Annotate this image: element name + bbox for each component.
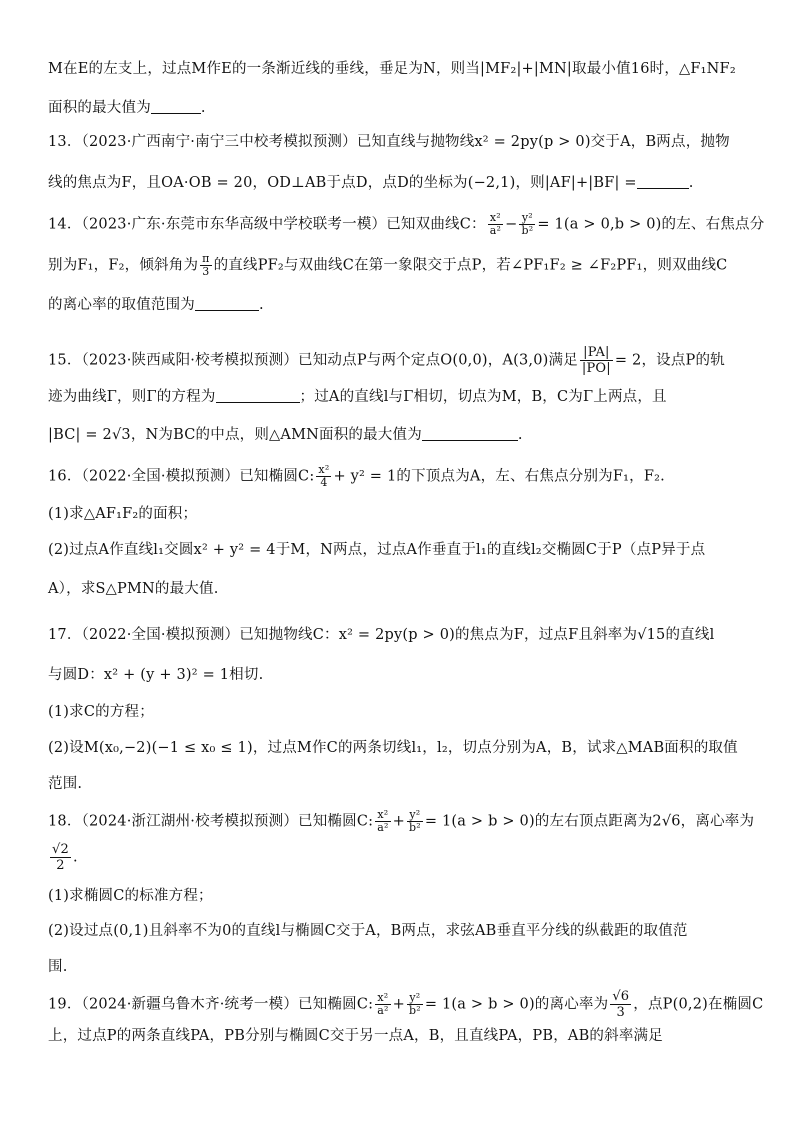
q18-source: 18．（2024·浙江湖州·校考模拟预测） bbox=[48, 813, 299, 830]
q19-text: 已知椭圆C: bbox=[298, 996, 374, 1013]
answer-blank[interactable] bbox=[637, 174, 689, 189]
fraction-y2-b2: $\frac{\text{y²}}{\text{b²}}$ bbox=[408, 808, 421, 834]
answer-blank[interactable] bbox=[151, 99, 201, 114]
q18-part-2-text: (2)设过点(0,1)且斜率不为0的直线l与椭圆C交于A，B两点，求弦AB垂直平分线的纵截距的取值范 bbox=[48, 923, 688, 939]
q17-source: 17．（2022·全国·模拟预测） bbox=[48, 627, 240, 643]
answer-blank[interactable] bbox=[216, 388, 300, 403]
q14-text: 已知双曲线C： bbox=[386, 216, 486, 233]
fraction-x2-4: $\frac{\text{x²}}{4}$ bbox=[318, 463, 330, 489]
question-18-part-1 bbox=[48, 885, 748, 907]
fraction-y2-b2: $\frac{\text{y²}}{\text{b²}}$ bbox=[521, 211, 534, 237]
q15-text-cont: = 2，设点P的轨 bbox=[614, 352, 725, 369]
fraction-pi-3: $\frac{\pi}{3}$ bbox=[202, 252, 210, 278]
q14-text-cont: = 1(a > 0,b > 0)的左、右焦点分 bbox=[537, 216, 765, 233]
question-15-line-2 bbox=[48, 386, 748, 408]
q14-text-3: 的离心率的取值范围为 bbox=[48, 297, 195, 313]
q15-text: 已知动点P与两个定点O(0,0)，A(3,0)满足 bbox=[298, 352, 578, 369]
q16-part-2-text: (2)过点A作直线l₁交圆x² + y² = 4于M，N两点，过点A作垂直于l₁的直线l₂交椭圆C于P（点P异于点 bbox=[48, 542, 706, 558]
question-17-line-1 bbox=[48, 624, 748, 646]
q15-text-2b: ；过A的直线l与Γ相切，切点为M，B，C为Γ上两点，且 bbox=[299, 389, 667, 405]
question-16-part-2-end bbox=[48, 578, 748, 600]
q18-text: 已知椭圆C: bbox=[298, 813, 374, 830]
question-19-line-2 bbox=[48, 1025, 748, 1047]
q17-part-1-text: (1)求C的方程； bbox=[48, 704, 154, 720]
q16-text-cont: + y² = 1的下顶点为A，左、右焦点分别为F₁，F₂. bbox=[333, 468, 665, 485]
fraction-x2-a2: $\frac{\text{x²}}{\text{a²}}$ bbox=[377, 991, 389, 1017]
question-18-part-2 bbox=[48, 920, 748, 942]
question-14-line-3: 的离心率的取值范围为 . bbox=[48, 297, 264, 313]
answer-blank[interactable] bbox=[422, 426, 518, 441]
answer-blank[interactable] bbox=[195, 296, 259, 311]
q19-text-cont: = 1(a > b > 0)的离心率为 bbox=[424, 996, 609, 1013]
question-17-part-1 bbox=[48, 701, 748, 723]
q12-answer-prompt: 面积的最大值为 bbox=[48, 100, 151, 116]
question-17-part-2-end bbox=[48, 773, 748, 795]
text-line-continued-12 bbox=[48, 58, 748, 80]
question-18-line-2: $\frac{√2}{2}$ . bbox=[52, 842, 78, 873]
fraction-pa-po: $\frac{|PA|}{|PO|}$ bbox=[581, 345, 611, 376]
q12-text-tail: M在E的左支上，过点M作E的一条渐近线的垂线，垂足为N，则当|MF₂|+|MN|取最小值16时，△F₁NF₂ bbox=[48, 61, 736, 77]
q19-text-2: 上，过点P的两条直线PA，PB分别与椭圆C交于另一点A，B，且直线PA，PB，AB的斜率满足 bbox=[48, 1028, 663, 1044]
question-17-part-2 bbox=[48, 737, 748, 759]
q18-part-2-text-end: 围. bbox=[48, 959, 68, 975]
q14-text-2a: 别为F₁，F₂，倾斜角为 bbox=[48, 257, 199, 274]
q19-text-cont2: ，点P(0,2)在椭圆C bbox=[633, 996, 764, 1013]
q14-source: 14．（2023·广东·东莞市东华高级中学校联考一模） bbox=[48, 216, 387, 233]
fraction-x2-a2: $\frac{\text{x²}}{\text{a²}}$ bbox=[377, 808, 389, 834]
fraction-sqrt6-3: $\frac{√6}{3}$ bbox=[612, 989, 630, 1020]
question-14-line-1: 14．（2023·广东·东莞市东华高级中学校联考一模）已知双曲线C： $\frac{\text{x²}}{\text{a²}}$ − $\frac{\text{y²}}{\text{b²}}$ = 1(a > 0,b > 0)的左、右焦点分 bbox=[48, 211, 765, 237]
q17-text: 已知抛物线C：x² = 2py(p > 0)的焦点为F，过点F且斜率为√15的直线l bbox=[239, 627, 715, 643]
question-19-line-1: 19．（2024·新疆乌鲁木齐·统考一模）已知椭圆C: $\frac{\text{x²}}{\text{a²}}$ + $\frac{\text{y²}}{\text{b²}}$ = 1(a > b > 0)的离心率为 $\frac{√6}{3}$ ，点P(0,2)在椭圆C bbox=[48, 989, 764, 1020]
question-18-line-1: 18．（2024·浙江湖州·校考模拟预测）已知椭圆C: $\frac{\text{x²}}{\text{a²}}$ + $\frac{\text{y²}}{\text{b²}}$ = 1(a > b > 0)的左右顶点距离为2√6，离心率为 bbox=[48, 808, 755, 834]
question-16-line-1 bbox=[48, 464, 748, 489]
question-17-line-2 bbox=[48, 664, 748, 686]
q13-source: 13．（2023·广西南宁·南宁三中校考模拟预测） bbox=[48, 134, 357, 150]
q15-text-2a: 迹为曲线Γ，则Γ的方程为 bbox=[48, 389, 216, 405]
question-15-line-1 bbox=[48, 345, 748, 376]
question-16-part-2 bbox=[48, 539, 748, 561]
fraction-x2-a2: $\frac{\text{x²}}{\text{a²}}$ bbox=[489, 211, 502, 237]
question-18-part-2-end bbox=[48, 956, 748, 978]
q16-source: 16．（2022·全国·模拟预测） bbox=[48, 468, 240, 485]
text-line-q12-end: 面积的最大值为 . bbox=[48, 100, 206, 116]
q15-source: 15．（2023·陕西咸阳·校考模拟预测） bbox=[48, 352, 299, 369]
q15-text-3: |BC| = 2√3，N为BC的中点，则△AMN面积的最大值为 bbox=[48, 427, 422, 443]
fraction-sqrt2-2: $\frac{√2}{2}$ bbox=[52, 842, 69, 873]
q13-text: 已知直线与抛物线x² = 2py(p > 0)交于A，B两点，抛物 bbox=[356, 134, 730, 150]
question-15-line-3: |BC| = 2√3，N为BC的中点，则△AMN面积的最大值为 . bbox=[48, 427, 523, 443]
question-16-part-1 bbox=[48, 503, 748, 525]
question-13-line-1 bbox=[48, 131, 748, 153]
question-14-line-2 bbox=[48, 253, 748, 278]
q16-text: 已知椭圆C: bbox=[239, 468, 315, 485]
q18-part-1-text: (1)求椭圆C的标准方程； bbox=[48, 888, 213, 904]
fraction-y2-b2: $\frac{\text{y²}}{\text{b²}}$ bbox=[408, 991, 421, 1017]
q17-part-2-text: (2)设M(x₀,−2)(−1 ≤ x₀ ≤ 1)，过点M作C的两条切线l₁，l₂，切点分别为A，B，试求△MAB面积的取值 bbox=[48, 740, 738, 756]
q16-part-1-text: (1)求△AF₁F₂的面积； bbox=[48, 506, 198, 522]
q16-part-2-text-end: A），求S△PMN的最大值. bbox=[48, 581, 219, 597]
q14-text-2b: 的直线PF₂与双曲线C在第一象限交于点P，若∠PF₁F₂ ≥ ∠F₂PF₁，则双曲线C bbox=[213, 257, 728, 274]
q17-part-2-text-end: 范围. bbox=[48, 776, 83, 792]
q19-source: 19．（2024·新疆乌鲁木齐·统考一模） bbox=[48, 996, 299, 1013]
q17-text-2: 与圆D：x² + (y + 3)² = 1相切. bbox=[48, 667, 264, 683]
question-13-line-2: 线的焦点为F，且OA·OB = 20，OD⊥AB于点D，点D的坐标为(−2,1)，则|AF|+|BF| = . bbox=[48, 175, 694, 191]
q18-text-cont: = 1(a > b > 0)的左右顶点距离为2√6，离心率为 bbox=[424, 813, 755, 830]
q13-text-2: 线的焦点为F，且OA·OB = 20，OD⊥AB于点D，点D的坐标为(−2,1)，则|AF|+|BF| = bbox=[48, 175, 637, 191]
